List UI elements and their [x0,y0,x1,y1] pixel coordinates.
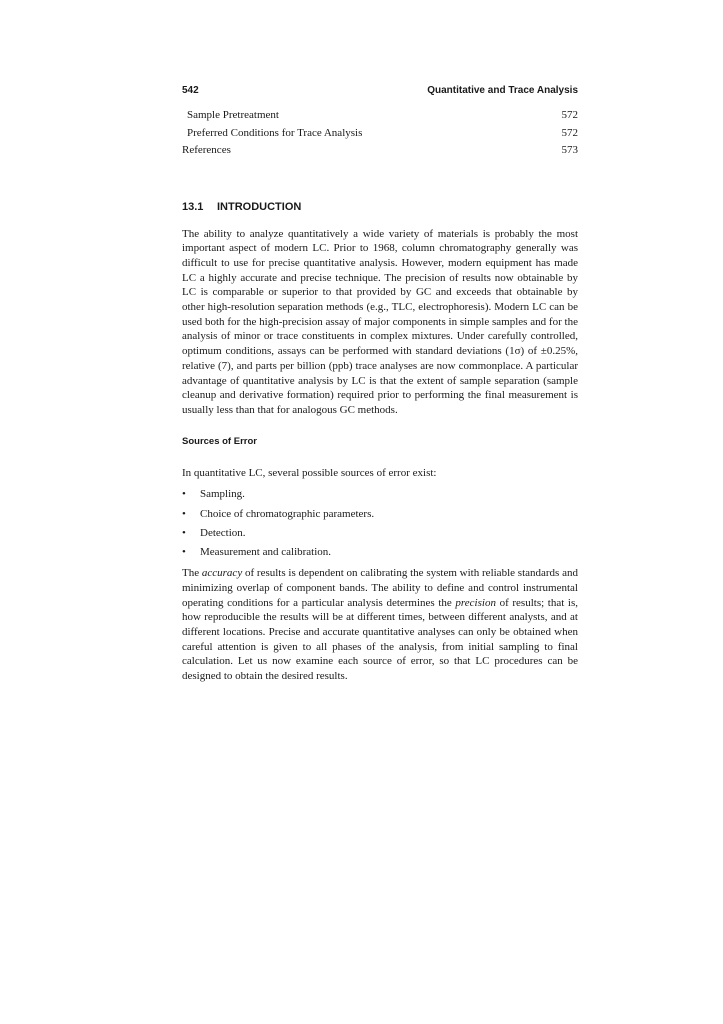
list-item-text: Measurement and calibration. [200,545,332,558]
section-heading [182,200,578,214]
list-item-text: Sampling. [200,488,245,501]
toc-entry-page: 573 [561,144,578,156]
toc-entry-title: Sample Pretreatment [187,109,279,121]
toc-entry-title: References [182,144,231,156]
bullet-mark: • [182,507,186,520]
page-number: 542 [182,85,199,96]
toc-entry [182,125,578,143]
list-item-text: Detection. [200,526,246,539]
list-item [182,524,578,543]
bullet-mark: • [182,545,186,558]
error-sources-list [182,485,578,562]
section-title: INTRODUCTION [217,200,302,213]
toc-entry-page: 572 [561,109,578,121]
running-header [182,84,578,98]
toc-entry-page: 572 [561,126,578,139]
emphasis-precision: precision [455,596,496,609]
toc-entry [182,107,578,125]
sources-lead-sentence: In quantitative LC, several possible sources of error exist: [182,466,437,479]
accuracy-precision-paragraph [182,566,578,684]
text-run: of results; that is, how reproducible the results will be at different times, between different analysts, and at different locations. Precise and accurate quantitative analyses can only be obtained when careful attention is given to all phases of the analysis, from initial sampling to final calculation. Let us now examine each source of error, so that LC procedures can be designed to obtain the desired results. [182,596,578,683]
list-item [182,543,578,562]
subsection-heading: Sources of Error [182,435,257,447]
intro-paragraph: The ability to analyze quantitatively a wide variety of materials is probably the most important aspect of modern LC. Prior to 1968, column chromatography generally was difficult to use for precise quantitative analysis. However, modern equipment has made LC a highly accurate and precise technique. The precision of results now obtainable by LC is comparable or superior to that provided by GC and exceeds that obtainable by other high-resolution separation methods (e.g., TLC, electrophoresis). Modern LC can be used both for the high-precision assay of major components in simple samples and for the analysis of minor or trace constituents in complex mixtures. Under carefully controlled, optimum conditions, assays can be performed with standard deviations (1σ) of ±0.25%, relative (7), and parts per billion (ppb) trace analyses are now commonplace. A particular advantage of quantitative analysis by LC is that the extent of sample separation (sample cleanup and derivative formation) required prior to performing the final measurement is usually less than that for analogous GC methods. [182,227,578,416]
running-title: Quantitative and Trace Analysis [427,85,578,96]
bullet-mark: • [182,488,186,501]
bullet-mark: • [182,526,186,539]
table-of-contents [182,107,578,160]
toc-entry-title: Preferred Conditions for Trace Analysis [187,126,363,139]
list-item [182,485,578,504]
list-item-text: Choice of chromatographic parameters. [200,507,375,520]
book-page [182,84,578,684]
toc-entry [182,142,578,160]
list-item [182,505,578,524]
text-run: The [182,567,202,580]
section-number: 13.1 [182,200,204,213]
emphasis-accuracy: accuracy [201,567,243,580]
text-run: of results is dependent on calibrating the system with reliable standards and minimizing overlap of component bands. The ability to define and control instrumental operating conditions for a particular analysis determines the [182,567,578,609]
